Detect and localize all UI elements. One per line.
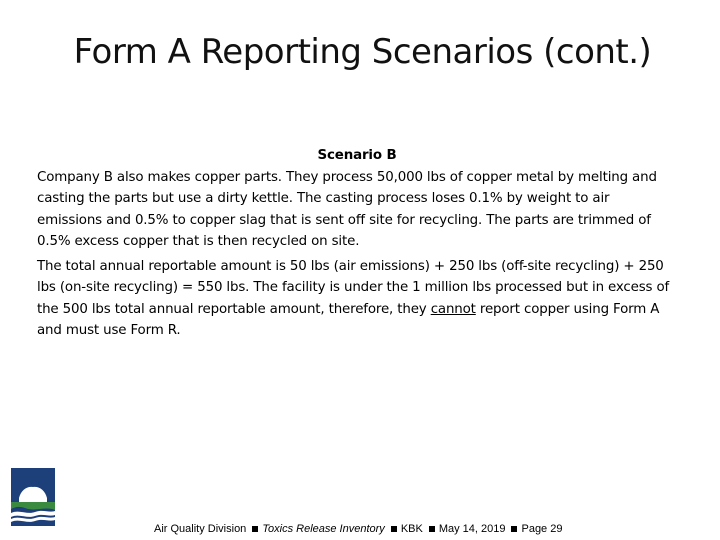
scenario-paragraph-2 (37, 256, 677, 342)
bullet-square-icon (511, 526, 517, 532)
bullet-square-icon (429, 526, 435, 532)
footer-program: Toxics Release Inventory (262, 523, 385, 535)
scenario-paragraph-1: Company B also makes copper parts. They process 50,000 lbs of copper metal by melting and casting the parts but use a dirty kettle. The casting process loses 0.1% by weight to air emissions and 0.5% to copper slag that is sent off site for recycling. The parts are trimmed of 0.5% excess copper that is then recycled on site. (37, 169, 657, 249)
slide-footer (154, 522, 574, 536)
bullet-square-icon (252, 526, 258, 532)
bullet-square-icon (391, 526, 397, 532)
paragraph-2-text-end: report copper using Form A and must use Form R. (37, 301, 660, 338)
paragraph-2-text-start: The total annual reportable amount is 50 lbs (air emissions) + 250 lbs (off-site recycling) + 250 lbs (on-site recycling) = 550 lbs. The facility is under the 1 million lbs processed but in excess of the 500 lbs total annual reportable amount, therefore, they (37, 258, 670, 317)
footer-page: Page 29 (521, 523, 563, 535)
footer-division: Air Quality Division (154, 523, 247, 535)
cannot-underlined: cannot (430, 301, 476, 317)
footer-date: May 14, 2019 (438, 523, 506, 535)
agency-logo-icon (11, 468, 55, 526)
footer-initials: KBK (400, 523, 423, 535)
scenario-heading: Scenario B (317, 148, 397, 163)
slide-body (37, 145, 677, 342)
slide-title: Form A Reporting Scenarios (cont.) (73, 32, 652, 72)
